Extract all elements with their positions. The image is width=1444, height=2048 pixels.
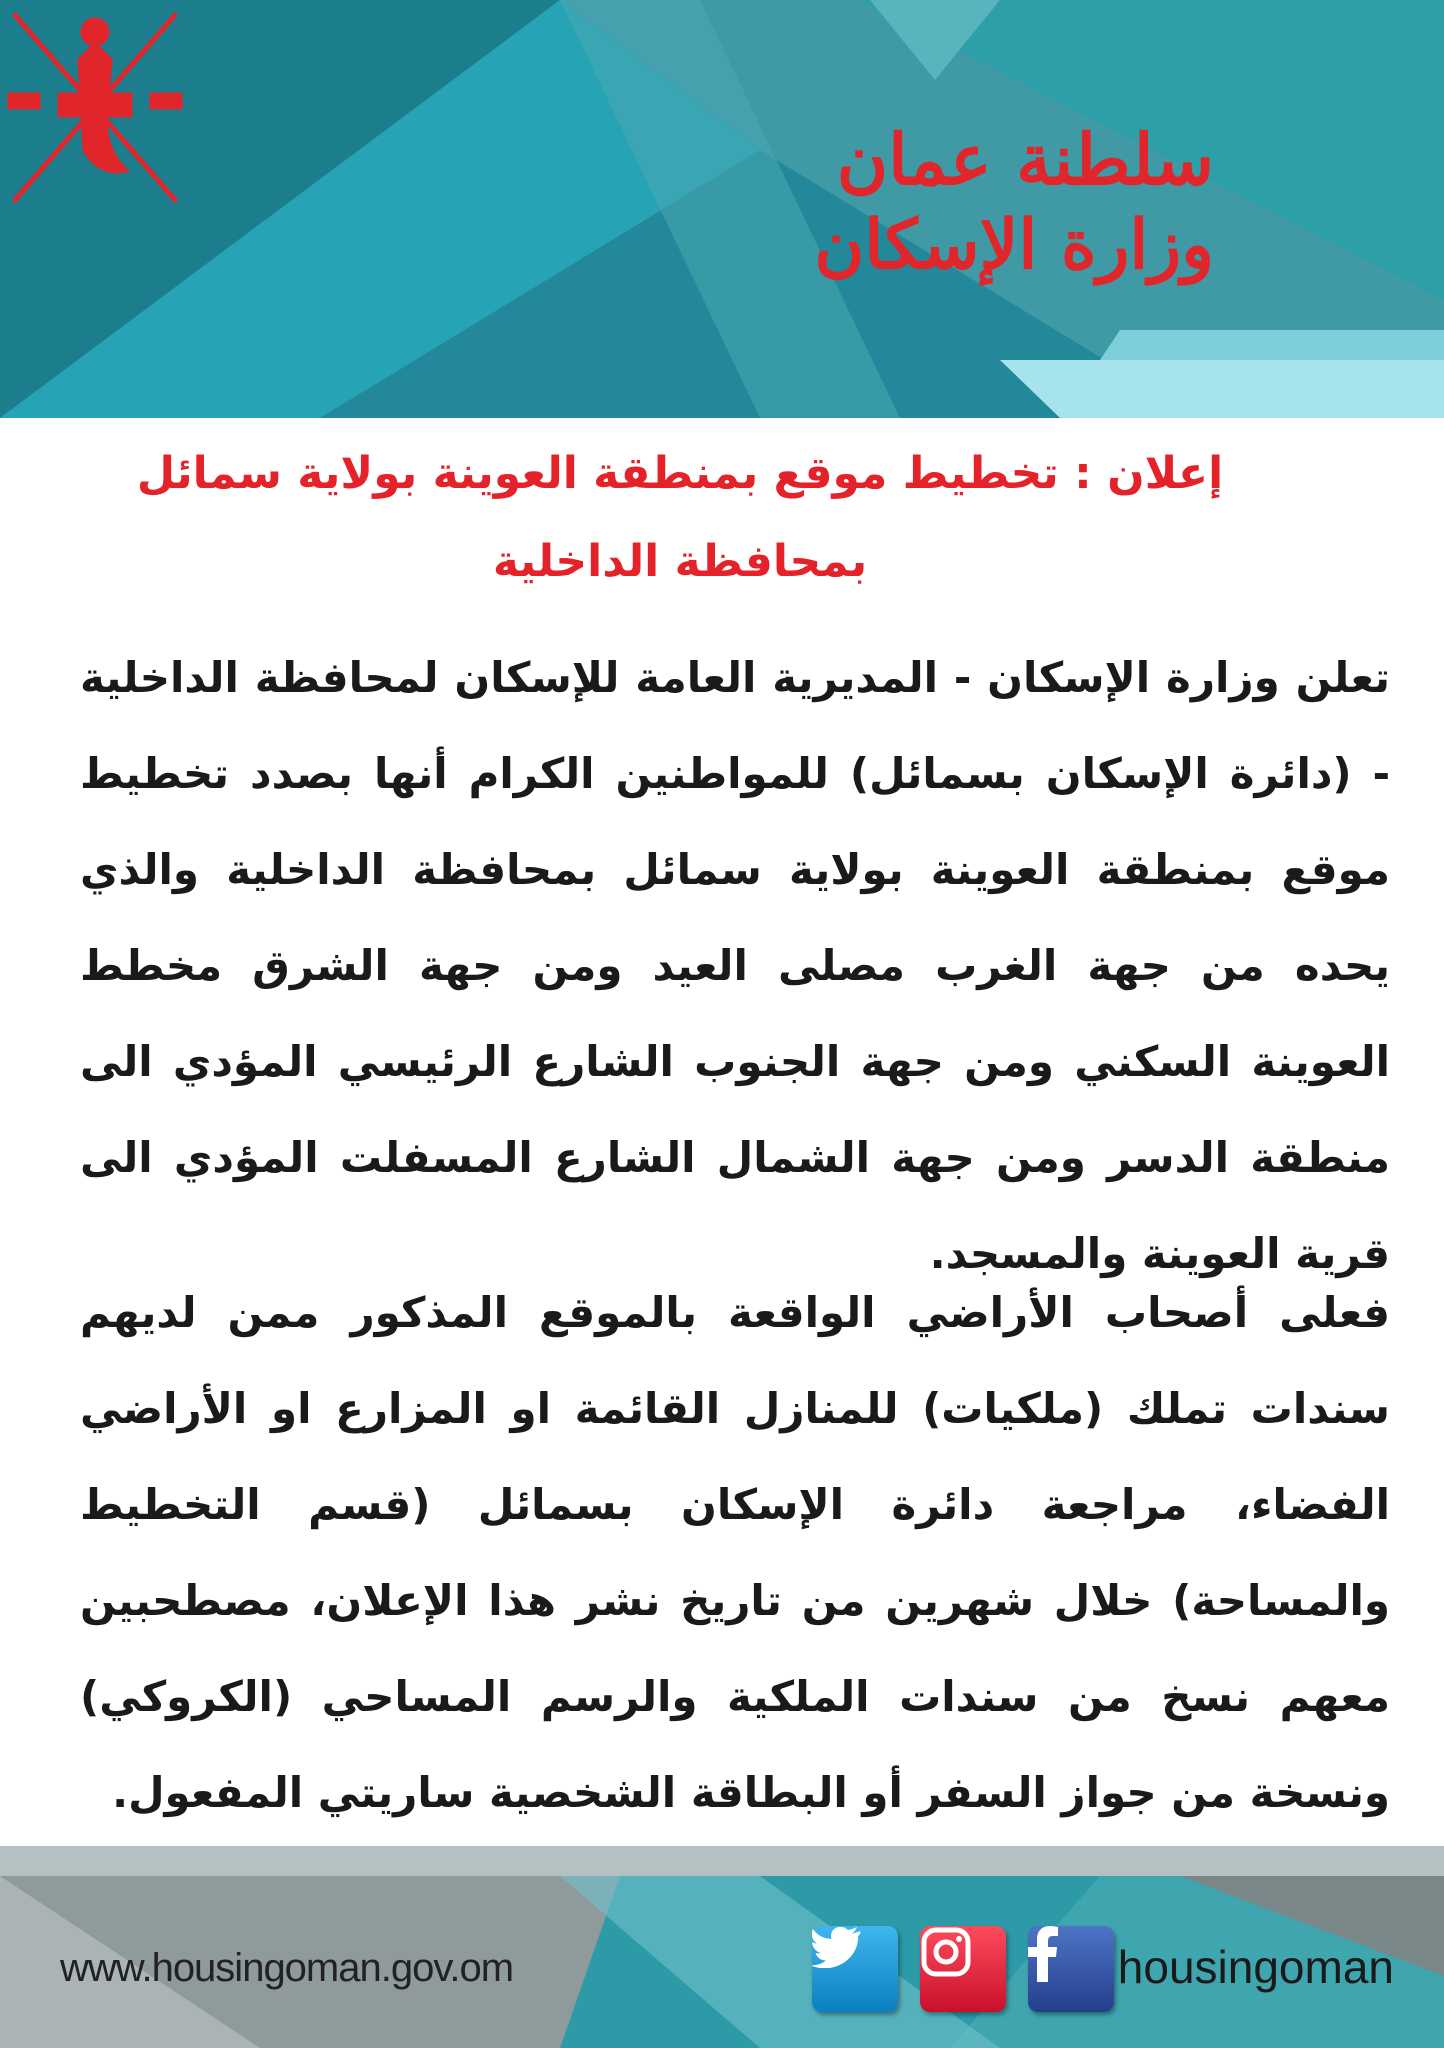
instagram-button[interactable] — [920, 1926, 1006, 2012]
announcement-title: إعلان : تخطيط موقع بمنطقة العوينة بولاية سمائل بمحافظة الداخلية — [136, 448, 1224, 587]
ministry-title: وزارة الإسكان — [814, 205, 1214, 285]
twitter-icon — [812, 1926, 862, 1968]
facebook-icon — [1028, 1926, 1058, 1982]
facebook-button[interactable] — [1028, 1926, 1114, 2012]
announcement-paragraph-1: تعلن وزارة الإسكان - المديرية العامة للإسكان لمحافظة الداخلية - (دائرة الإسكان بسمائل) للمواطنين الكرام أنها بصدد تخطيط موقع بمنطقة العوينة بولاية سمائل بمحافظة الداخلية والذي يحده من جهة الغرب مصلى العيد ومن جهة الشرق مخطط العوينة السكني ومن جهة الجنوب الشارع الرئيسي المؤدي الى منطقة الدسر ومن جهة الشمال الشارع المسفلت المؤدي الى قرية العوينة والمسجد. — [80, 653, 1390, 1278]
instagram-icon — [920, 1926, 972, 1978]
announcement-paragraph-2: فعلى أصحاب الأراضي الواقعة بالموقع المذكور ممن لديهم سندات تملك (ملكيات) للمنازل القائمة او المزارع او الأراضي الفضاء، مراجعة دائرة الإسكان بسمائل (قسم التخطيط والمساحة) خلال شهرين من تاريخ نشر هذا الإعلان، مصطحبين معهم نسخ من سندات الملكية والرسم المساحي (الكروكي) ونسخة من جواز السفر أو البطاقة الشخصية ساريتي المفعول. — [80, 1288, 1390, 1817]
website-link[interactable]: www.housingoman.gov.om — [60, 1946, 514, 1990]
ministry-logo — [0, 0, 1444, 418]
header-banner — [0, 0, 1444, 418]
footer-banner — [0, 1846, 1444, 2048]
social-handle: housingoman — [1117, 1941, 1394, 1993]
twitter-button[interactable] — [812, 1926, 898, 2012]
sultanate-title: سلطنة عمان — [836, 118, 1214, 201]
khanjar-emblem-icon — [0, 0, 190, 215]
